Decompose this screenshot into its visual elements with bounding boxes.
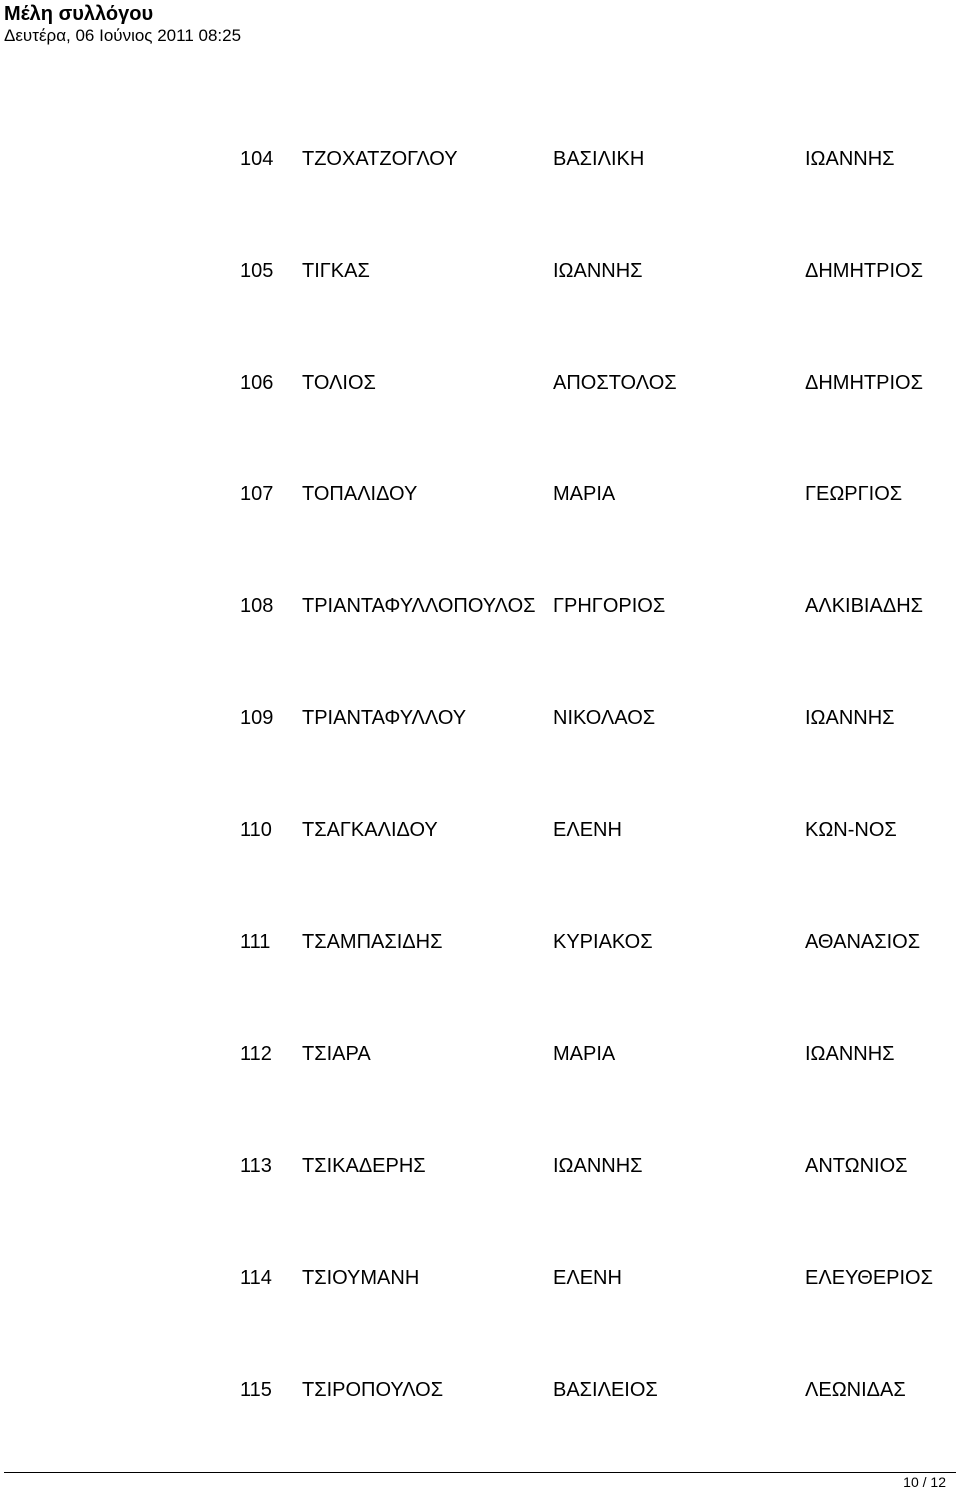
member-first-name: ΜΑΡΙΑ: [553, 483, 616, 505]
member-surname: ΤΟΛΙΟΣ: [302, 372, 376, 394]
member-row: [0, 1041, 960, 1067]
member-number: 111: [240, 931, 271, 953]
member-first-name: ΓΡΗΓΟΡΙΟΣ: [553, 595, 666, 617]
member-first-name: ΒΑΣΙΛΙΚΗ: [553, 148, 645, 170]
member-surname: ΤΣΙΡΟΠΟΥΛΟΣ: [302, 1379, 444, 1401]
member-first-name: ΙΩΑΝΝΗΣ: [553, 1155, 643, 1177]
member-number: 107: [240, 483, 274, 505]
member-row: [0, 593, 960, 619]
member-first-name: ΝΙΚΟΛΑΟΣ: [553, 707, 656, 729]
member-row: [0, 258, 960, 284]
member-number: 109: [240, 707, 274, 729]
footer-divider: [4, 1472, 956, 1473]
member-surname: ΤΣΙΚΑΔΕΡΗΣ: [302, 1155, 426, 1177]
member-row: [0, 481, 960, 507]
member-number: 110: [240, 819, 272, 841]
member-row: [0, 370, 960, 396]
member-father-name: ΛΕΩΝΙΔΑΣ: [805, 1379, 906, 1401]
member-row: [0, 1265, 960, 1291]
member-first-name: ΒΑΣΙΛΕΙΟΣ: [553, 1379, 658, 1401]
member-first-name: ΕΛΕΝΗ: [553, 1267, 622, 1289]
member-number: 114: [240, 1267, 272, 1289]
member-father-name: ΙΩΑΝΝΗΣ: [805, 707, 895, 729]
member-first-name: ΚΥΡΙΑΚΟΣ: [553, 931, 653, 953]
member-row: [0, 929, 960, 955]
member-surname: ΤΣΙΑΡΑ: [302, 1043, 371, 1065]
member-surname: ΤΡΙΑΝΤΑΦΥΛΛΟΥ: [302, 707, 467, 729]
member-father-name: ΙΩΑΝΝΗΣ: [805, 1043, 895, 1065]
member-row: [0, 146, 960, 172]
member-father-name: ΑΛΚΙΒΙΑΔΗΣ: [805, 595, 923, 617]
member-row: [0, 817, 960, 843]
document-date: Δευτέρα, 06 Ιούνιος 2011 08:25: [4, 26, 242, 45]
member-father-name: ΔΗΜΗΤΡΙΟΣ: [805, 372, 923, 394]
document-title: Μέλη συλλόγου: [4, 3, 154, 25]
member-father-name: ΔΗΜΗΤΡΙΟΣ: [805, 260, 923, 282]
member-first-name: ΑΠΟΣΤΟΛΟΣ: [553, 372, 677, 394]
member-father-name: ΓΕΩΡΓΙΟΣ: [805, 483, 903, 505]
member-row: [0, 705, 960, 731]
member-surname: ΤΡΙΑΝΤΑΦΥΛΛΟΠΟΥΛΟΣ: [302, 595, 536, 617]
member-father-name: ΑΘΑΝΑΣΙΟΣ: [805, 931, 921, 953]
member-row: [0, 1153, 960, 1179]
member-number: 105: [240, 260, 274, 282]
page-number: 10 / 12: [903, 1474, 946, 1490]
member-surname: ΤΣΑΜΠΑΣΙΔΗΣ: [302, 931, 443, 953]
member-father-name: ΑΝΤΩΝΙΟΣ: [805, 1155, 908, 1177]
member-number: 112: [240, 1043, 272, 1065]
member-surname: ΤΟΠΑΛΙΔΟΥ: [302, 483, 418, 505]
member-first-name: ΙΩΑΝΝΗΣ: [553, 260, 643, 282]
member-first-name: ΜΑΡΙΑ: [553, 1043, 616, 1065]
member-surname: ΤΣΙΟΥΜΑΝΗ: [302, 1267, 420, 1289]
member-row: [0, 1377, 960, 1403]
member-surname: ΤΙΓΚΑΣ: [302, 260, 370, 282]
member-number: 104: [240, 148, 274, 170]
member-number: 113: [240, 1155, 272, 1177]
member-number: 115: [240, 1379, 272, 1401]
member-father-name: ΚΩΝ-ΝΟΣ: [805, 819, 897, 841]
member-father-name: ΙΩΑΝΝΗΣ: [805, 148, 895, 170]
member-first-name: ΕΛΕΝΗ: [553, 819, 622, 841]
member-number: 108: [240, 595, 274, 617]
member-surname: ΤΖΟΧΑΤΖΟΓΛΟΥ: [302, 148, 458, 170]
member-father-name: ΕΛΕΥΘΕΡΙΟΣ: [805, 1267, 933, 1289]
member-surname: ΤΣΑΓΚΑΛΙΔΟΥ: [302, 819, 438, 841]
member-number: 106: [240, 372, 274, 394]
